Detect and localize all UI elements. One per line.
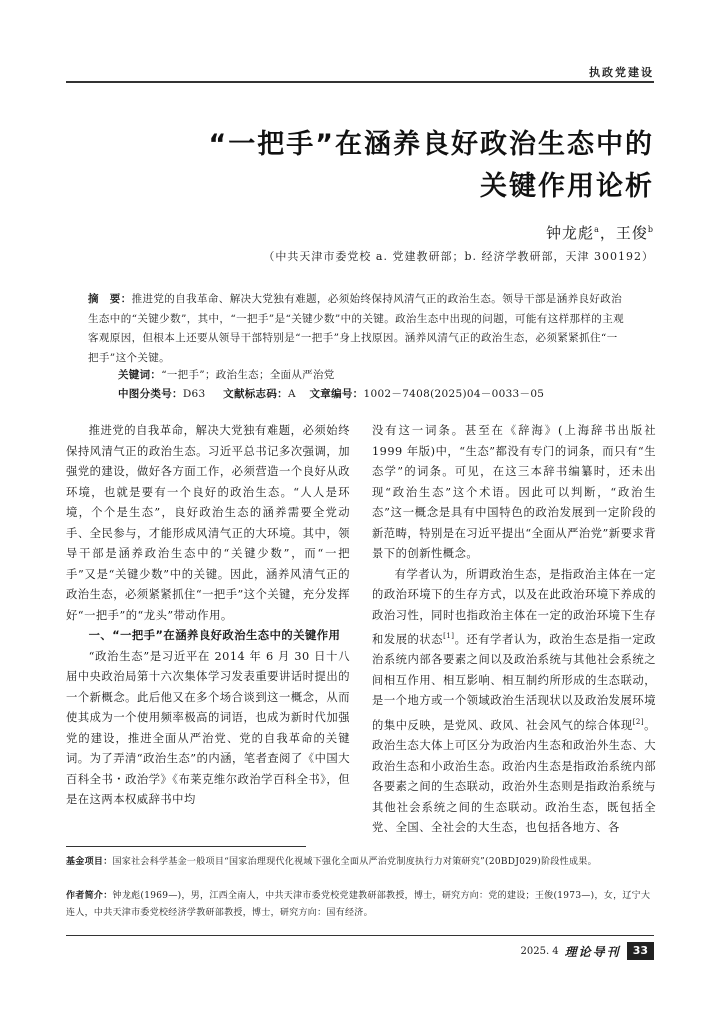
keywords: [118, 367, 335, 382]
body-column-left: [66, 421, 350, 811]
footnote-divider: [66, 846, 306, 847]
abstract-label: 摘 要：: [88, 293, 132, 305]
keywords-label: 关键词：: [118, 369, 162, 381]
header-divider: [66, 81, 654, 83]
article-number-value: 1002－7408(2025)04－0033－05: [363, 388, 545, 400]
author-line: [546, 222, 654, 243]
article-title: [94, 124, 654, 208]
body-paragraph: [372, 565, 656, 839]
abstract-text: 推进党的自我革命、解决大党独有难题，必须始终保持风清气正的政治生态。领导干部是涵养良好政治生态中的“关键少数”，其中，“一把手”是“关键少数”中的关键。政治生态中出现的问题，可能有这样那样的主观客观原因，但根本上还要从领导干部特别是“一把手”身上找原因。涵养风清气正的政治生态，必须紧紧抓住“一把手”这个关键。: [88, 293, 625, 364]
body-paragraph: “政治生态”是习近平在 2014 年 6 月 30 日十八届中央政治局第十六次集体学习发表重要讲话时提出的一个新概念。此后他又在多个场合谈到这一概念，从而使其成为一个使用频率极高的词语，也成为新时代加强党的建设，推进全面从严治党、党的自我革命的关键词。为了弄清“政治生态”的内涵，笔者查阅了《中国大百科全书・政治学》《布莱克维尔政治学百科全书》，但是在这两本权威辞书中均: [66, 649, 350, 806]
author-a-name: 钟龙彪: [546, 224, 595, 242]
author-b-name: 王俊: [615, 224, 648, 242]
classification-line: [118, 386, 544, 401]
reference-marker[interactable]: [1]: [443, 632, 455, 640]
abstract: [88, 290, 628, 368]
funding-label: 基金项目：: [66, 857, 113, 867]
body-paragraph: 没有这一词条。甚至在《辞海》(上海辞书出版社 1999 年版)中，“生态”都没有专门的词条，而只有“生态学”的词条。可见，在这三本辞书编纂时，还未出现“政治生态”这个术语。因此可以判断，“政治生态”这一概念是具有中国特色的政治发展到一定阶段的新范畴，特别是在习近平提出“全面从严治党”新要求背景下的创新性概念。: [372, 424, 656, 560]
journal-name: 理论导刊: [564, 944, 621, 959]
footer-divider: [66, 935, 654, 936]
issue-date: 2025. 4: [520, 945, 559, 957]
keywords-text: “一把手”；政治生态；全面从严治党: [161, 369, 335, 381]
author-a-marker: a: [594, 225, 600, 234]
section-heading: 一、“一把手”在涵养良好政治生态中的关键作用: [88, 629, 341, 642]
clc-value: D63: [182, 388, 206, 400]
doc-code-value: A: [287, 388, 296, 400]
page-footer: [521, 942, 655, 960]
body-column-right: [372, 421, 656, 839]
title-line-1: “一把手”在涵养良好政治生态中的: [208, 129, 654, 160]
funding-text: 国家社会科学基金一般项目“国家治理现代化视域下强化全面从严治党制度执行力对策研究”(20BDJ029)阶段性成果。: [112, 857, 597, 867]
clc-label: 中图分类号：: [118, 388, 183, 400]
body-text: 。政治生态大体上可区分为政治内生态和政治外生态、大政治生态和小政治生态。政治内生态是指政治系统内部各要素之间的生态联动，政治外生态则是指政治系统与其他社会系统之间的生态联动。政治生态，既包括全党、全国、全社会的大生态，也包括各地方、各: [372, 718, 656, 835]
body-paragraph: 推进党的自我革命，解决大党独有难题，必须始终保持风清气正的政治生态。习近平总书记多次强调，加强党的建设，做好各方面工作，必须营造一个良好从政环境，也就是要有一个良好的政治生态。“人人是环境，个个是生态”，良好政治生态的涵养需要全党动手、全民参与，才能形成风清气正的大环境。其中，领导干部是涵养政治生态中的“关键少数”，而“一把手”又是“关键少数”中的关键。因此，涵养风清气正的政治生态，必须紧紧抓住“一把手”这个关键，充分发挥好“一把手”的“龙头”带动作用。: [66, 424, 350, 622]
page-number: 33: [627, 942, 654, 960]
author-b-marker: b: [647, 225, 654, 234]
author-bio-text: 钟龙彪(1969—)，男，江西全南人，中共天津市委党校党建教研部教授，博士，研究方向：党的建设；王俊(1973—)，女，辽宁大连人，中共天津市委党校经济学教研部教授，博士，研究方向：国有经济。: [66, 891, 651, 918]
title-line-2: 关键作用论析: [480, 171, 654, 202]
article-number-label: 文章编号：: [309, 388, 364, 400]
author-bio-label: 作者简介：: [66, 891, 113, 901]
doc-code-label: 文献标志码：: [223, 388, 288, 400]
footnote-author-bio: [66, 888, 654, 922]
body-text: 有学者认为，所谓政治生态，是指政治主体在一定的政治环境下的生存方式，以及在此政治环境下养成的政治习性，同时也指政治主体在一定的政治环境下生存和发展的状态: [372, 567, 656, 646]
author-separator: ，: [599, 224, 616, 242]
author-affiliation: （中共天津市委党校 a. 党建教研部；b. 经济学教研部，天津 300192）: [263, 250, 654, 263]
footnote-funding: [66, 854, 654, 871]
reference-marker[interactable]: [2]: [632, 717, 645, 726]
section-header: 执政党建设: [589, 66, 654, 79]
body-text: 。还有学者认为，政治生态是指一定政治系统内部各要素之间以及政治系统与其他社会系统之间相互作用、相互影响、相互制约所形成的生态联动，是一个地方或一个领域政治生活现状以及政治发展环境的集中反映，是党风、政风、社会风气的综合体现: [372, 632, 656, 732]
